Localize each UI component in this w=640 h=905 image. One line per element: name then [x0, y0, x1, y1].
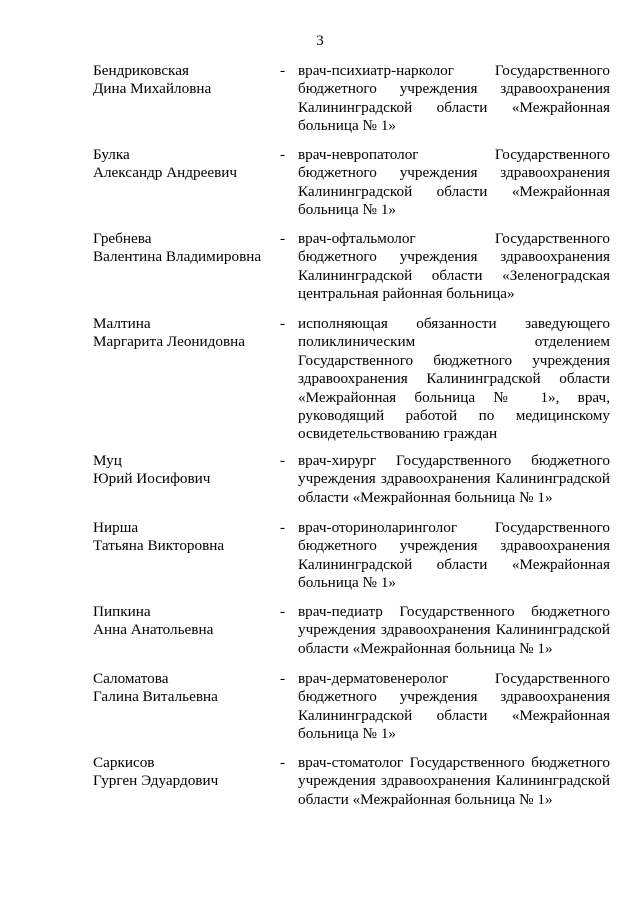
person-given-names: Юрий Иосифович — [93, 470, 211, 488]
separator-dash: - — [280, 670, 286, 687]
separator-dash: - — [280, 146, 286, 163]
person-name — [93, 62, 278, 99]
person-name — [93, 519, 278, 556]
person-name — [93, 146, 278, 183]
person-position: врач-офтальмолог Государственного бюджетного учреждения здравоохранения Калининградской области «Зеленоградская центральная районная больница» — [298, 230, 610, 303]
person-position: врач-стоматолог Государственного бюджетного учреждения здравоохранения Калининградской области «Межрайонная больница № 1» — [298, 754, 610, 808]
person-surname: Гребнева — [93, 230, 152, 247]
person-given-names: Татьяна Викторовна — [93, 537, 225, 555]
person-surname: Булка — [93, 146, 130, 163]
person-position: врач-оториноларинголог Государственного бюджетного учреждения здравоохранения Калининградской области «Межрайонная больница № 1» — [298, 519, 610, 592]
person-position: врач-хирург Государственного бюджетного учреждения здравоохранения Калининградской области «Межрайонная больница № 1» — [298, 452, 610, 506]
person-position: врач-дерматовенеролог Государственного бюджетного учреждения здравоохранения Калининградской области «Межрайонная больница № 1» — [298, 670, 610, 743]
separator-dash: - — [280, 519, 286, 536]
person-name — [93, 754, 278, 791]
person-name — [93, 603, 278, 640]
person-given-names: Галина Витальевна — [93, 688, 218, 706]
person-position: врач-невропатолог Государственного бюджетного учреждения здравоохранения Калининградской области «Межрайонная больница № 1» — [298, 146, 610, 219]
person-surname: Малтина — [93, 315, 151, 332]
person-position: врач-психиатр-нарколог Государственного бюджетного учреждения здравоохранения Калининградской области «Межрайонная больница № 1» — [298, 62, 610, 135]
person-position: исполняющая обязанности заведующего поликлиническим отделением Государственного бюджетного учреждения здравоохранения Калининградской области «Межрайонная больница № 1», врач, руководящий работой по медицинскому освидетельствованию граждан — [298, 315, 610, 443]
person-given-names: Анна Анатольевна — [93, 621, 214, 639]
separator-dash: - — [280, 754, 286, 771]
person-given-names: Валентина Владимировна — [93, 248, 262, 266]
separator-dash: - — [280, 230, 286, 247]
separator-dash: - — [280, 62, 286, 79]
person-given-names: Александр Андреевич — [93, 164, 238, 182]
person-surname: Бендриковская — [93, 62, 189, 79]
person-surname: Саркисов — [93, 754, 155, 771]
person-given-names: Маргарита Леонидовна — [93, 333, 246, 351]
person-given-names: Дина Михайловна — [93, 80, 212, 98]
separator-dash: - — [280, 603, 286, 620]
page-number: 3 — [316, 33, 324, 49]
person-surname: Пипкина — [93, 603, 151, 620]
person-name — [93, 315, 278, 352]
person-name — [93, 230, 278, 267]
separator-dash: - — [280, 315, 286, 332]
person-surname: Нирша — [93, 519, 139, 536]
person-surname: Саломатова — [93, 670, 169, 687]
person-surname: Муц — [93, 452, 122, 469]
separator-dash: - — [280, 452, 286, 469]
person-given-names: Гурген Эдуардович — [93, 772, 219, 790]
person-name — [93, 452, 278, 489]
person-name — [93, 670, 278, 707]
person-position: врач-педиатр Государственного бюджетного учреждения здравоохранения Калининградской области «Межрайонная больница № 1» — [298, 603, 610, 657]
